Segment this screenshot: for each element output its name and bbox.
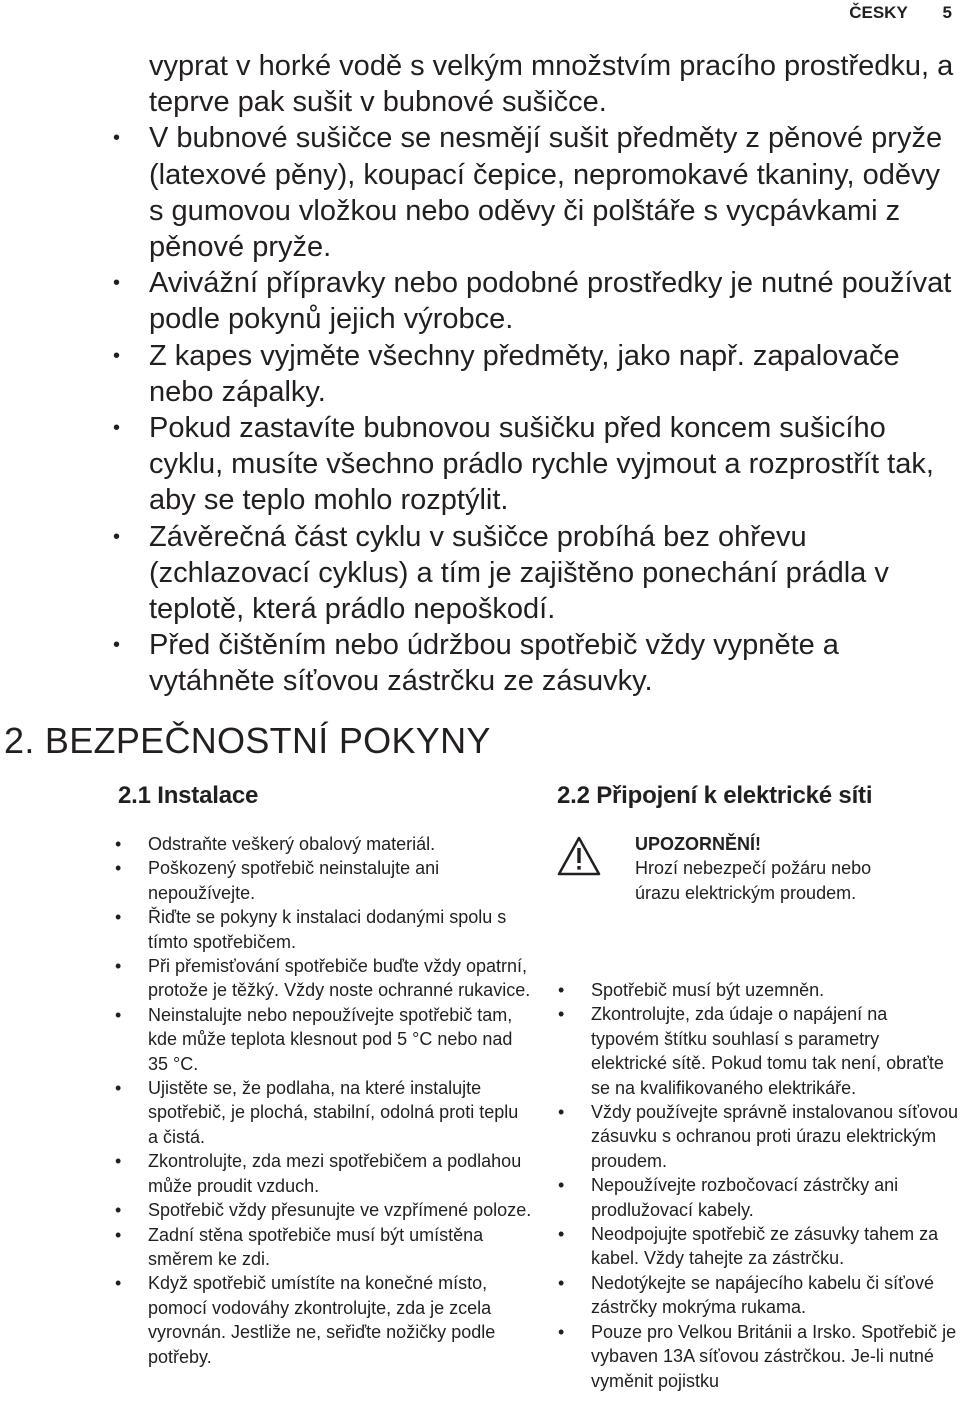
list-item: • Ujistěte se, že podlaha, na které instalujte spotřebič, je plochá, stabilní, odolná proti teplu a čistá. [112,1076,532,1149]
list-item: • Pouze pro Velkou Británii a Irsko. Spotřebič je vybaven 13A síťovou zástrčkou. Je-li nutné vyměnit pojistku [555,1320,960,1393]
warning-triangle-icon [557,836,601,876]
electrical-column [555,782,960,1393]
installation-list [112,832,532,1369]
list-item: • Pokud zastavíte bubnovou sušičku před koncem sušicího cyklu, musíte všechno prádlo rychle vyjmout a rozprostřít tak, aby se teplo mohlo rozptýlit. [112,410,958,519]
warning-box [555,832,960,936]
list-item: • Avivážní přípravky nebo podobné prostředky je nutné používat podle pokynů jejich výrobce. [112,265,958,337]
list-item: • Závěrečná část cyklu v sušičce probíhá bez ohřevu (zchlazovací cyklus) a tím je zajištěno ponechání prádla v teplotě, která prádlo nepoškodí. [112,519,958,628]
electrical-list [555,978,960,1393]
installation-column [112,782,532,1369]
list-item: • Odstraňte veškerý obalový materiál. [112,832,532,856]
list-item: • Spotřebič musí být uzemněn. [555,978,960,1002]
list-item: • Před čištěním nebo údržbou spotřebič vždy vypněte a vytáhněte síťovou zástrčku ze zásuvky. [112,627,958,699]
electrical-title: 2.2 Připojení k elektrické síti [557,782,873,809]
page-header [849,3,952,23]
list-item: • Zkontrolujte, zda údaje o napájení na typovém štítku souhlasí s parametry elektrické sítě. Pokud tomu tak není, obraťte se na kvalifikovaného elektrikáře. [555,1002,960,1100]
warning-text [635,832,895,905]
list-item: • Spotřebič vždy přesunujte ve vzpřímené poloze. [112,1198,532,1222]
list-item: • Když spotřebič umístíte na konečné místo, pomocí vodováhy zkontrolujte, zda je zcela vyrovnán. Jestliže ne, seřiďte nožičky podle potřeby. [112,1271,532,1369]
list-item: • Neodpojujte spotřebič ze zásuvky tahem za kabel. Vždy tahejte za zástrčku. [555,1222,960,1271]
list-item: • Zkontrolujte, zda mezi spotřebičem a podlahou může proudit vzduch. [112,1149,532,1198]
language-label: ČESKY [849,3,908,22]
list-item: • Zadní stěna spotřebiče musí být umístěna směrem ke zdi. [112,1223,532,1272]
list-item: • Řiďte se pokyny k instalaci dodanými spolu s tímto spotřebičem. [112,905,532,954]
installation-title: 2.1 Instalace [118,782,259,809]
page-number: 5 [942,3,952,22]
list-item: • Vždy používejte správně instalovanou síťovou zásuvku s ochranou proti úrazu elektrickým proudem. [555,1100,960,1173]
list-item: • Při přemisťování spotřebiče buďte vždy opatrní, protože je těžký. Vždy noste ochranné rukavice. [112,954,532,1003]
list-item: • Nepoužívejte rozbočovací zástrčky ani prodlužovací kabely. [555,1173,960,1222]
list-item: • Neinstalujte nebo nepoužívejte spotřebič tam, kde může teplota klesnout pod 5 °C nebo nad 35 °C. [112,1003,532,1076]
list-item: • Z kapes vyjměte všechny předměty, jako např. zapalovače nebo zápalky. [112,338,958,410]
intro-bullet-list [112,48,958,700]
warning-label: UPOZORNĚNÍ! [635,834,761,854]
warning-message: Hrozí nebezpečí požáru nebo úrazu elektrickým proudem. [635,858,872,903]
section-title: 2. BEZPEČNOSTNÍ POKYNY [4,720,491,761]
list-item: • V bubnové sušičce se nesmějí sušit předměty z pěnové pryže (latexové pěny), koupací čepice, nepromokavé tkaniny, oděvy s gumovou vložkou nebo oděvy či polštáře s vycpávkami z pěnové pryže. [112,120,958,265]
list-item: • Nedotýkejte se napájecího kabelu či síťové zástrčky mokrýma rukama. [555,1271,960,1320]
list-item: vyprat v horké vodě s velkým množstvím pracího prostředku, a teprve pak sušit v bubnové sušičce. [149,50,954,119]
list-item: • Poškozený spotřebič neinstalujte ani nepoužívejte. [112,856,532,905]
